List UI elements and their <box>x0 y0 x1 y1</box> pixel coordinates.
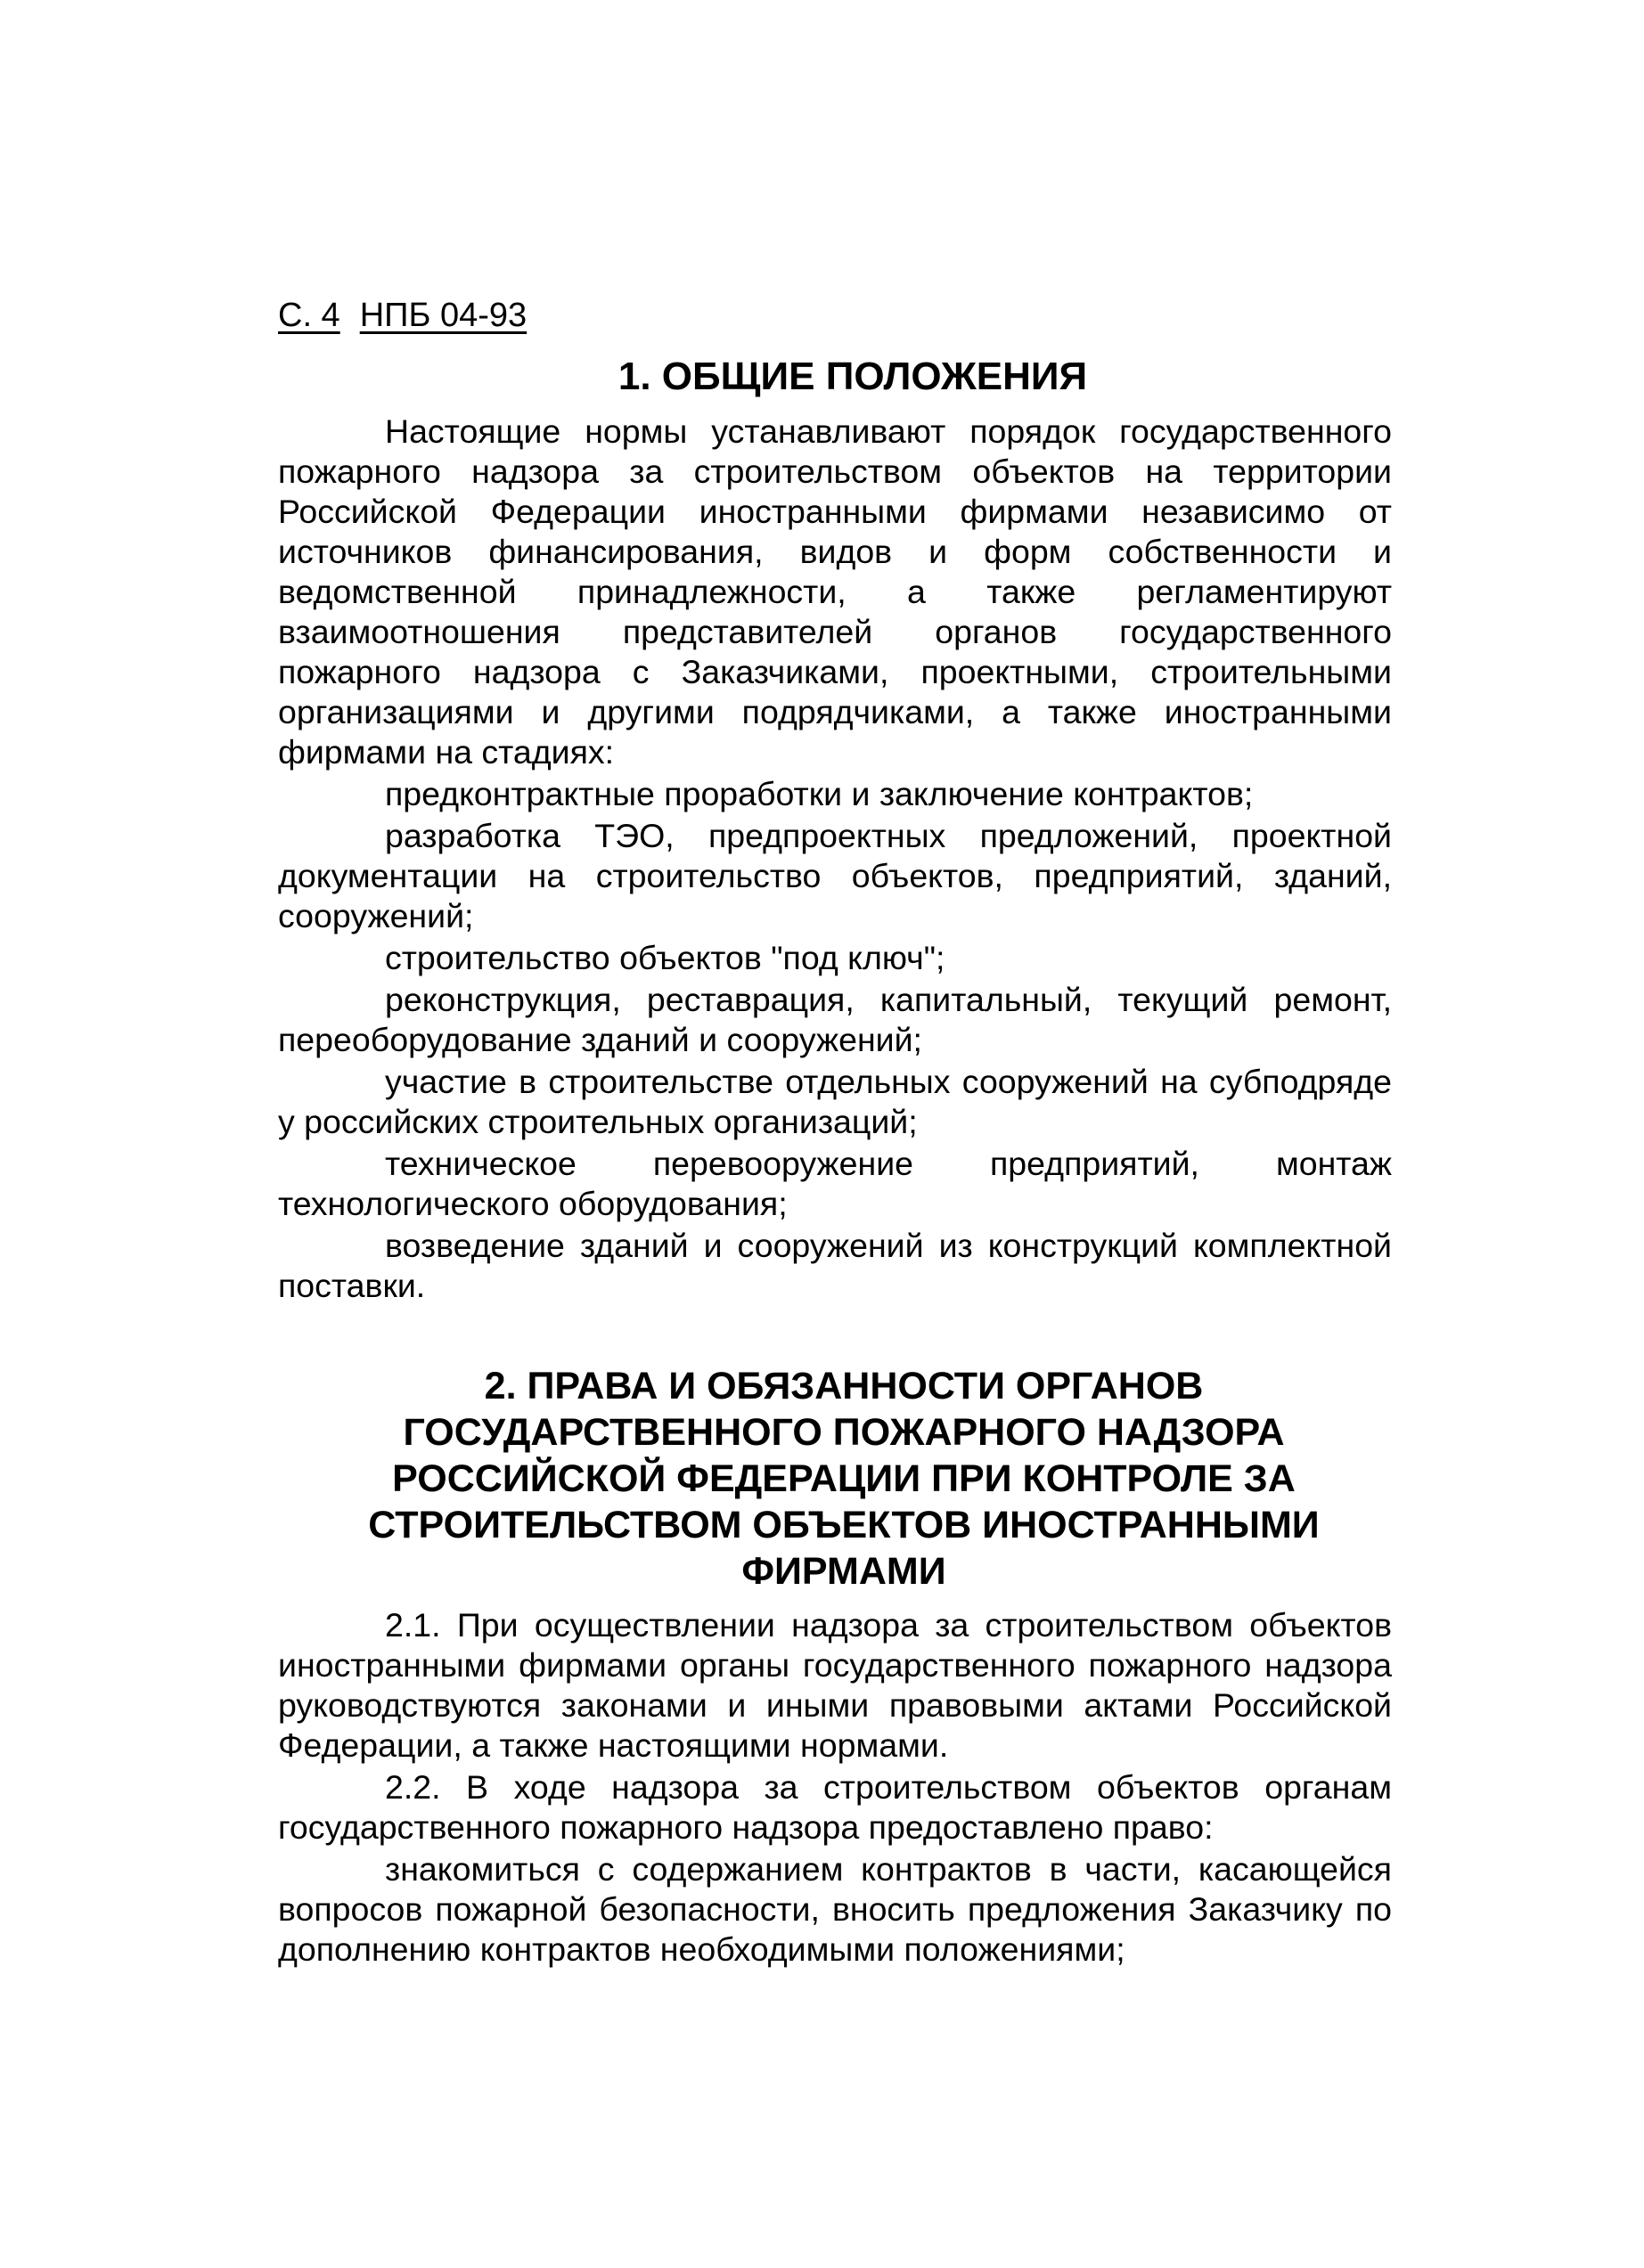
section-2-title-line: РОССИЙСКОЙ ФЕДЕРАЦИИ ПРИ КОНТРОЛЕ ЗА <box>392 1457 1296 1500</box>
section-2-title-line: 2. ПРАВА И ОБЯЗАННОСТИ ОРГАНОВ <box>484 1365 1204 1407</box>
clause-2-2-item: знакомиться с содержанием контрактов в части, касающейся вопросов пожарной безопасности, вносить предложения Заказчику по дополнению контрактов необходимыми положениями; <box>278 1850 1392 1968</box>
section-1-title: 1. ОБЩИЕ ПОЛОЖЕНИЯ <box>618 355 1088 398</box>
stage-item: предконтрактные проработки и заключение контрактов; <box>385 775 1254 812</box>
section-1-intro: Настоящие нормы устанавливают порядок государственного пожарного надзора за строительством объектов на территории Российской Федерации иностранными фирмами независимо от источников финансирования, видов и форм собственности и ведомственной принадлежности, а также регламентируют взаимоотношения представителей органов государственного пожарного надзора с Заказчиками, проектными, строительными организациями и другими подрядчиками, а также иностранными фирмами на стадиях: <box>278 412 1392 771</box>
stage-item: участие в строительстве отдельных сооружений на субподряде у российских строительных организаций; <box>278 1063 1392 1140</box>
running-header <box>278 294 1392 337</box>
page-number: С. 4 <box>278 297 340 334</box>
document-code: НПБ 04-93 <box>359 297 528 334</box>
stage-item: возведение зданий и сооружений из конструкций комплектной поставки. <box>278 1227 1392 1304</box>
document-page <box>278 294 1392 1970</box>
clause-2-2: 2.2. В ходе надзора за строительством объектов органам государственного пожарного надзора предоставлено право: <box>278 1768 1392 1846</box>
section-2-title <box>278 1363 1392 1595</box>
section-2-title-line: ГОСУДАРСТВЕННОГО ПОЖАРНОГО НАДЗОРА <box>403 1411 1285 1454</box>
stage-item: разработка ТЭО, предпроектных предложений, проектной документации на строительство объектов, предприятий, зданий, сооружений; <box>278 817 1392 934</box>
stage-item: техническое перевооружение предприятий, монтаж технологического оборудования; <box>278 1145 1392 1222</box>
section-2-title-line: ФИРМАМИ <box>741 1550 946 1593</box>
stage-item: реконструкция, реставрация, капитальный, текущий ремонт, переоборудование зданий и сооружений; <box>278 981 1392 1058</box>
clause-2-1: 2.1. При осуществлении надзора за строительством объектов иностранными фирмами органы государственного пожарного надзора руководствуются законами и иными правовыми актами Российской Федерации, а также настоящими нормами. <box>278 1606 1392 1764</box>
stage-item: строительство объектов "под ключ"; <box>385 939 945 976</box>
section-2-title-line: СТРОИТЕЛЬСТВОМ ОБЪЕКТОВ ИНОСТРАННЫМИ <box>368 1504 1320 1546</box>
